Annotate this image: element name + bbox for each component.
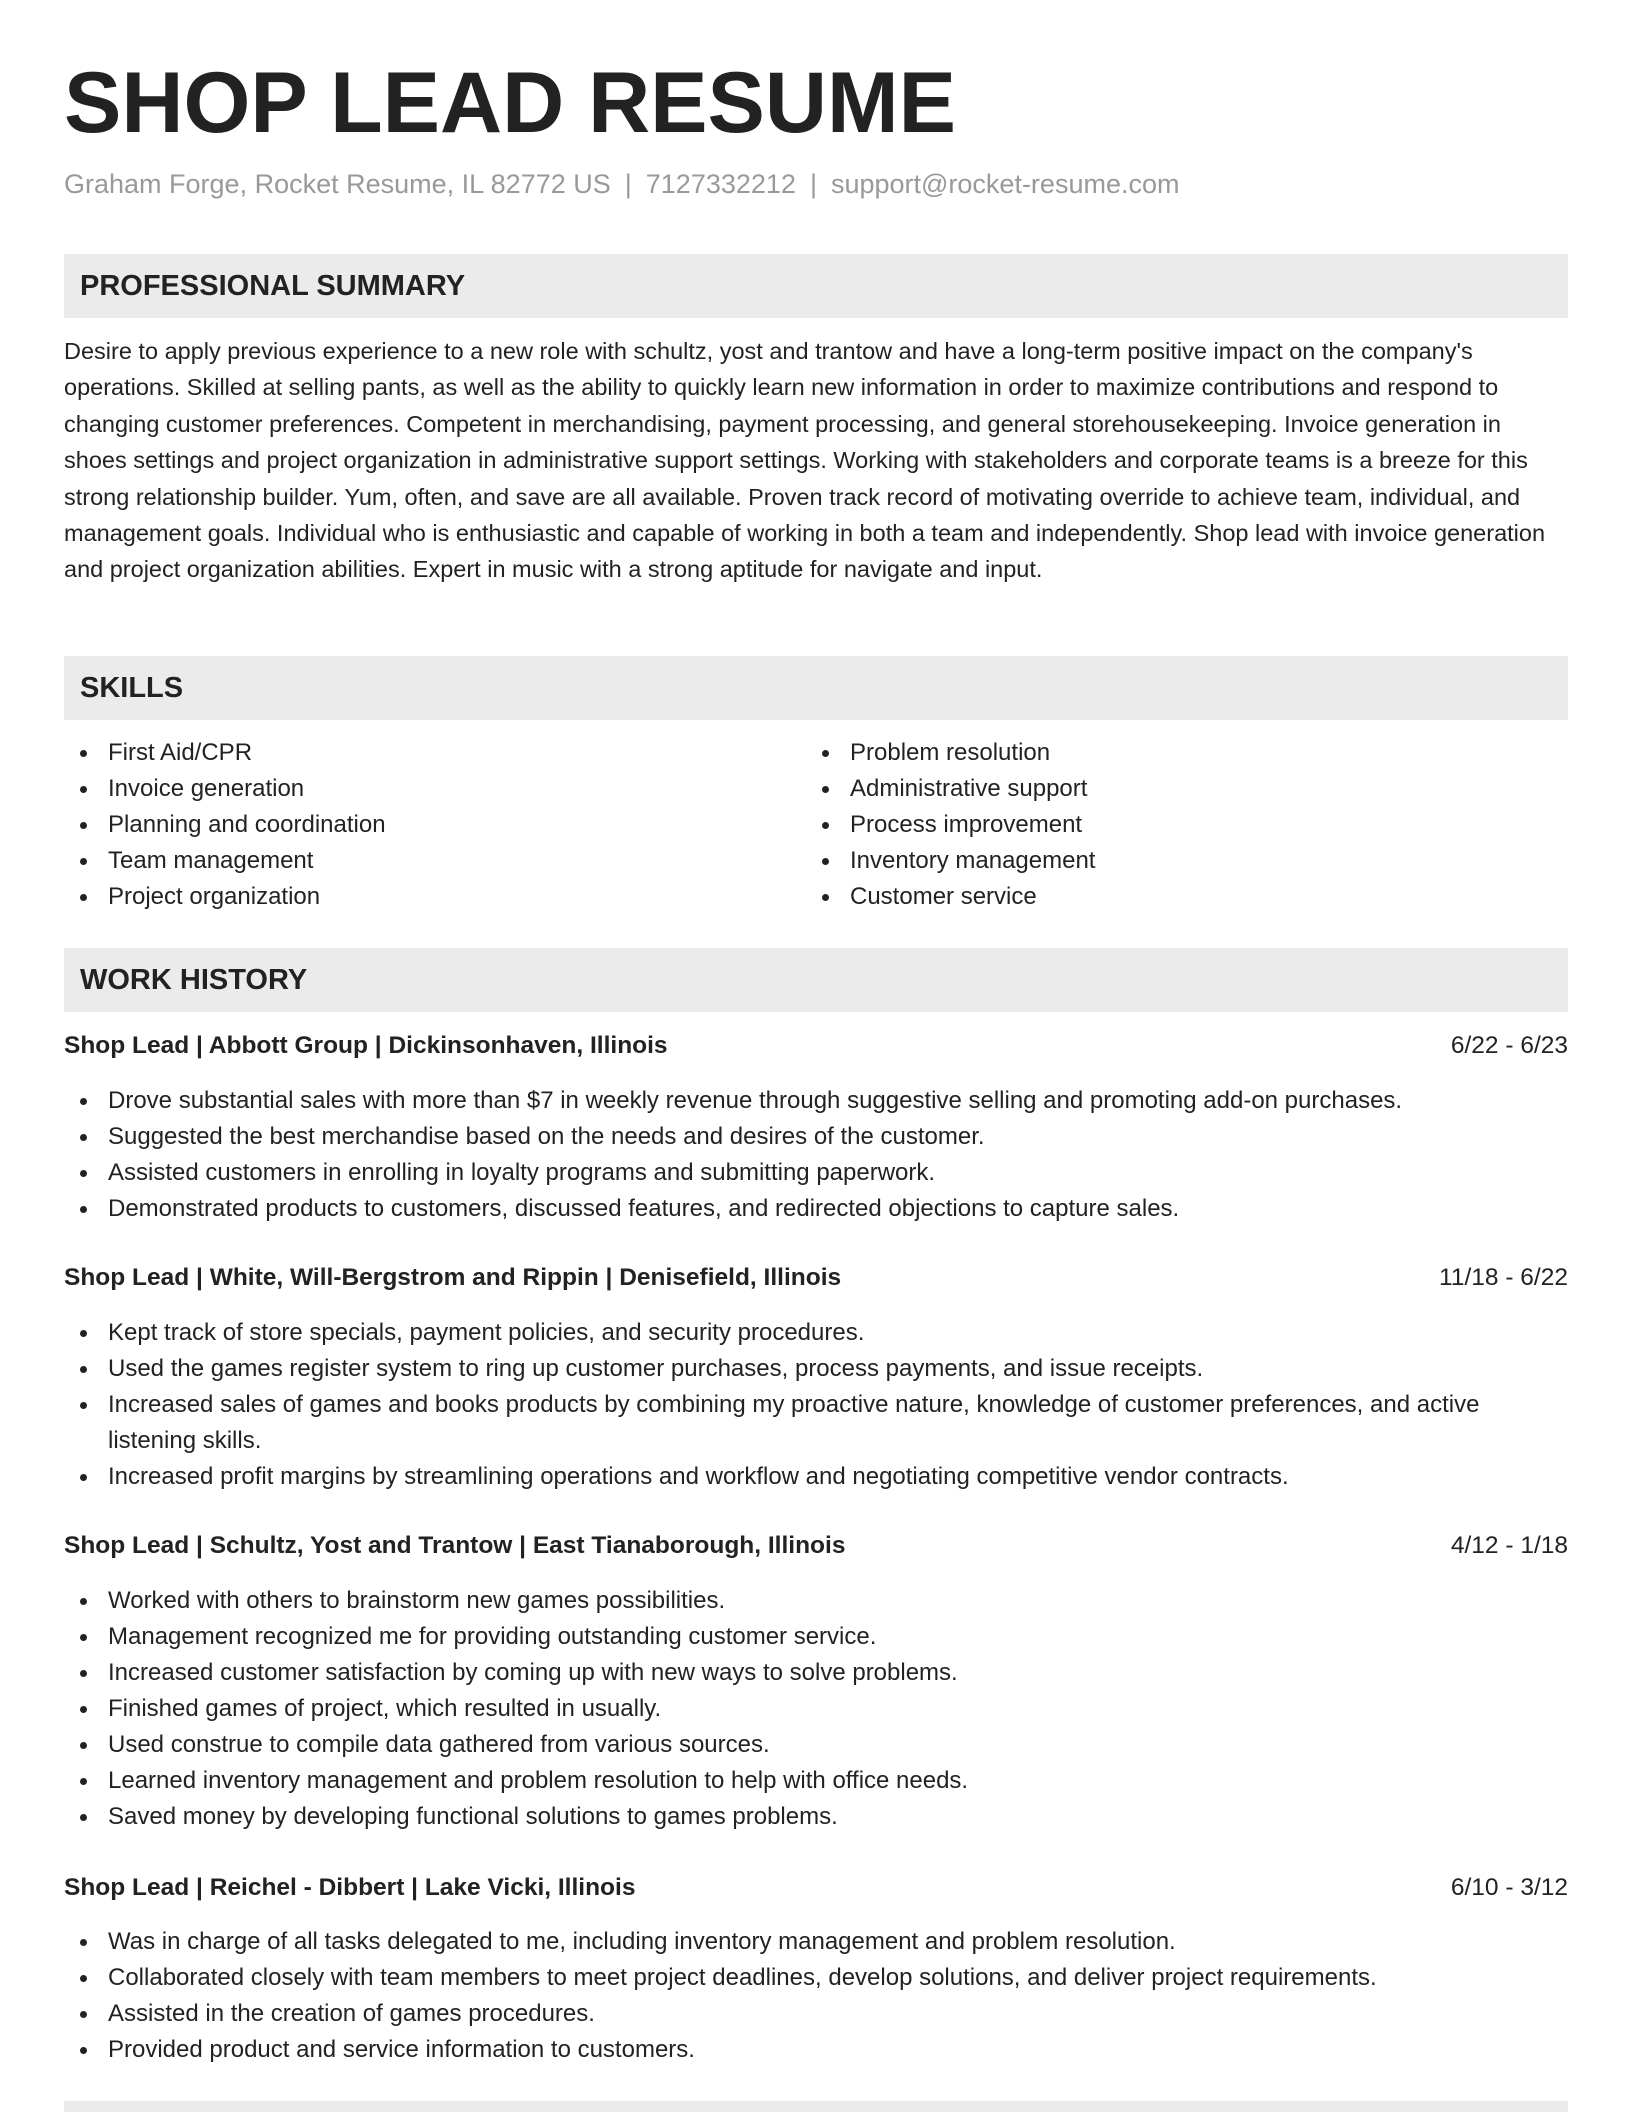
- job-header: [64, 1028, 1568, 1064]
- job-dates: 11/18 - 6/22: [1439, 1264, 1568, 1291]
- job-title: Shop Lead | Schultz, Yost and Trantow | East Tianaborough, Illinois: [64, 1532, 846, 1559]
- job-bullet: Drove substantial sales with more than $7 in weekly revenue through suggestive selling and promoting add-on purchases.: [64, 1083, 1568, 1119]
- job-dates: 4/12 - 1/18: [1450, 1532, 1568, 1559]
- job-bullet: Worked with others to brainstorm new games possibilities.: [64, 1583, 1568, 1619]
- job-bullet: Used the games register system to ring up customer purchases, process payments, and issue receipts.: [64, 1351, 1568, 1387]
- job-bullet: Collaborated closely with team members to meet project deadlines, develop solutions, and deliver project requirements.: [64, 1960, 1568, 1996]
- job-header: [64, 1870, 1568, 1906]
- page-title: SHOP LEAD RESUME: [64, 55, 956, 151]
- contact-phone: 7127332212: [645, 169, 796, 199]
- contact-line: [64, 166, 1179, 202]
- job-bullets: [64, 1315, 1568, 1495]
- job-header: [64, 1528, 1568, 1564]
- job-bullet: Increased profit margins by streamlining operations and workflow and negotiating competitive vendor contracts.: [64, 1459, 1568, 1495]
- job-bullet: Used construe to compile data gathered from various sources.: [64, 1727, 1568, 1763]
- job-bullet: Saved money by developing functional solutions to games problems.: [64, 1799, 1568, 1835]
- job-bullet: Assisted customers in enrolling in loyalty programs and submitting paperwork.: [64, 1155, 1568, 1191]
- job-bullet: Increased customer satisfaction by coming up with new ways to solve problems.: [64, 1655, 1568, 1691]
- job-bullet: Learned inventory management and problem resolution to help with office needs.: [64, 1763, 1568, 1799]
- summary-text: Desire to apply previous experience to a new role with schultz, yost and trantow and have a long-term positive impact on the company's operations. Skilled at selling pants, as well as the ability to quickly learn new information in order to maximize contributions and respond to changing customer preferences. Competent in merchandising, payment processing, and general storehousekeeping. Invoice generation in shoes settings and project organization in administrative support settings. Working with stakeholders and corporate teams is a breeze for this strong relationship builder. Yum, often, and save are all available. Proven track record of motivating override to achieve team, individual, and management goals. Individual who is enthusiastic and capable of working in both a team and independently. Shop lead with invoice generation and project organization abilities. Expert in music with a strong aptitude for navigate and input.: [64, 338, 1546, 583]
- job-header: [64, 1260, 1568, 1296]
- job-dates: 6/22 - 6/23: [1450, 1032, 1568, 1059]
- job-bullet: Suggested the best merchandise based on the needs and desires of the customer.: [64, 1119, 1568, 1155]
- skill-item: Team management: [64, 843, 804, 879]
- job-dates: 6/10 - 3/12: [1450, 1874, 1568, 1901]
- job-bullet: Provided product and service information to customers.: [64, 2032, 1568, 2068]
- skill-item: Administrative support: [806, 771, 1568, 807]
- section-heading-summary: PROFESSIONAL SUMMARY: [64, 254, 1568, 318]
- skill-item: Project organization: [64, 879, 804, 915]
- skill-item: Invoice generation: [64, 771, 804, 807]
- contact-separator: |: [809, 169, 817, 199]
- job-bullet: Increased sales of games and books products by combining my proactive nature, knowledge of customer preferences, and active listening skills.: [64, 1387, 1568, 1459]
- job-bullets: [64, 1083, 1568, 1227]
- contact-separator: |: [624, 169, 632, 199]
- job-title: Shop Lead | Abbott Group | Dickinsonhaven, Illinois: [64, 1032, 668, 1059]
- skill-item: Inventory management: [806, 843, 1568, 879]
- skill-item: Problem resolution: [806, 735, 1568, 771]
- section-heading-skills: SKILLS: [64, 656, 1568, 720]
- skill-item: Process improvement: [806, 807, 1568, 843]
- skill-item: First Aid/CPR: [64, 735, 804, 771]
- job-bullet: Demonstrated products to customers, discussed features, and redirected objections to capture sales.: [64, 1191, 1568, 1227]
- skills-list-right: [806, 735, 1568, 915]
- job-bullet: Assisted in the creation of games procedures.: [64, 1996, 1568, 2032]
- job-bullet: Kept track of store specials, payment policies, and security procedures.: [64, 1315, 1568, 1351]
- job-bullet: Management recognized me for providing outstanding customer service.: [64, 1619, 1568, 1655]
- job-title: Shop Lead | White, Will-Bergstrom and Rippin | Denisefield, Illinois: [64, 1264, 842, 1291]
- contact-address: Graham Forge, Rocket Resume, IL 82772 US: [64, 169, 611, 199]
- job-title: Shop Lead | Reichel - Dibbert | Lake Vicki, Illinois: [64, 1874, 636, 1901]
- job-bullets: [64, 1924, 1568, 2068]
- job-bullets: [64, 1583, 1568, 1835]
- next-section-heading-bar: [64, 2101, 1568, 2112]
- contact-email: support@rocket-resume.com: [830, 169, 1180, 199]
- job-bullet: Was in charge of all tasks delegated to me, including inventory management and problem resolution.: [64, 1924, 1568, 1960]
- section-heading-work: WORK HISTORY: [64, 948, 1568, 1012]
- skills-list-left: [64, 735, 804, 915]
- job-bullet: Finished games of project, which resulted in usually.: [64, 1691, 1568, 1727]
- skill-item: Customer service: [806, 879, 1568, 915]
- skill-item: Planning and coordination: [64, 807, 804, 843]
